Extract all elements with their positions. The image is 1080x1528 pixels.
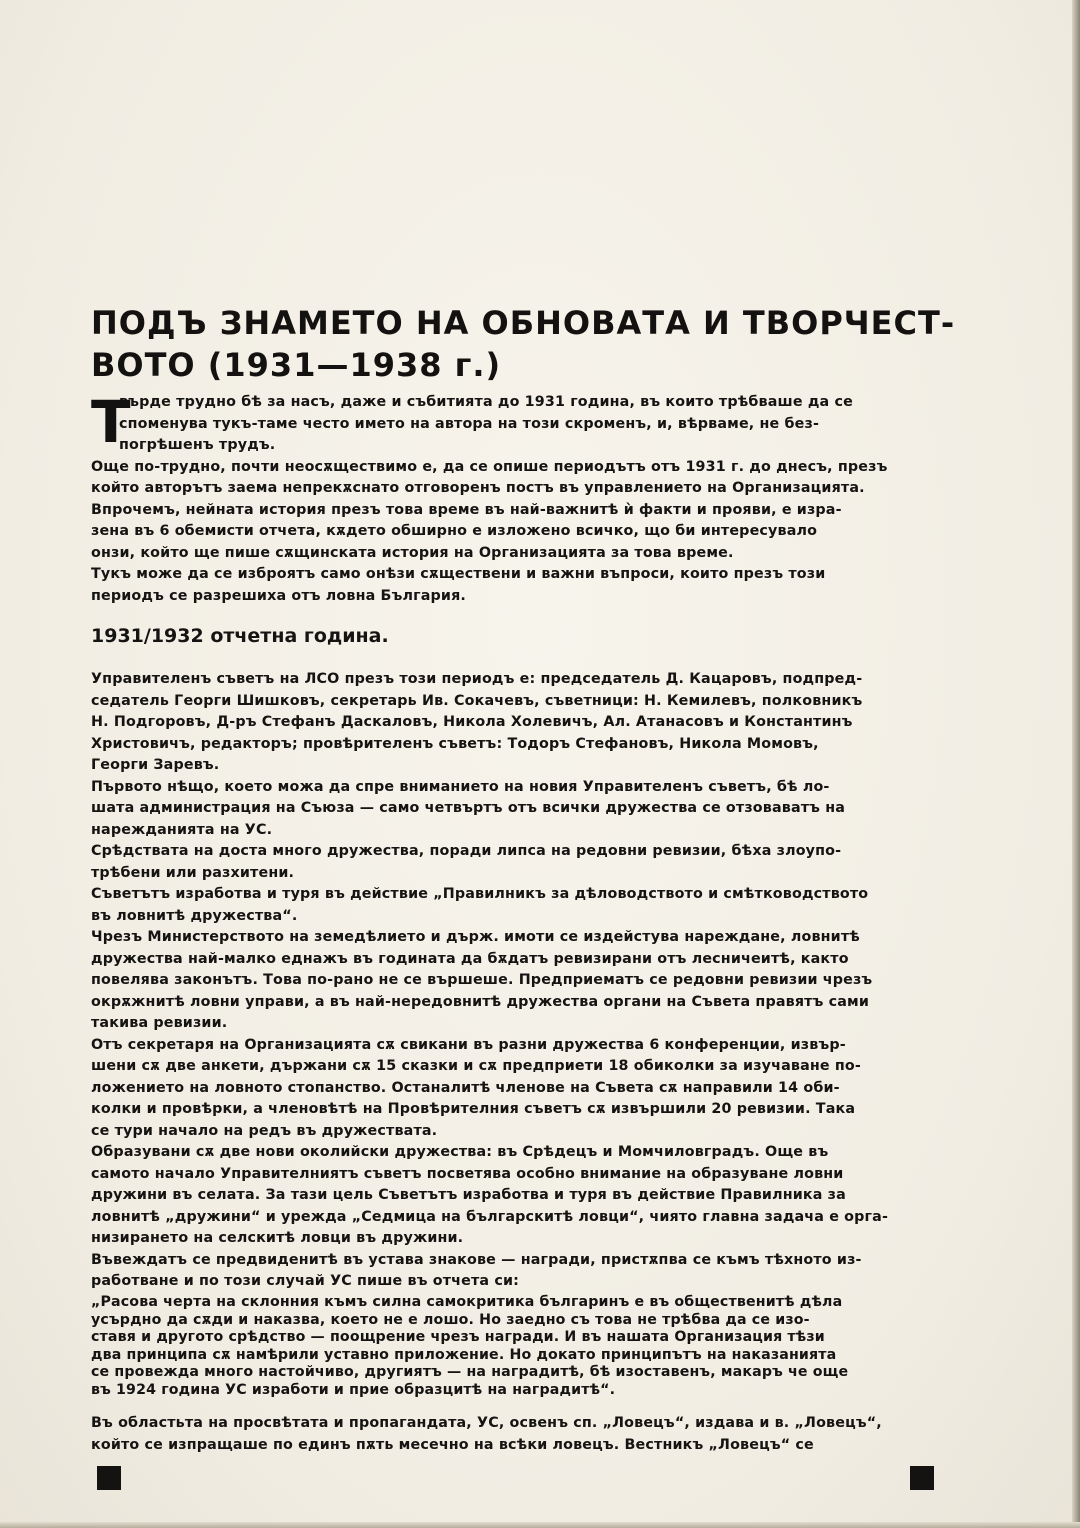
body-text [91,669,936,1293]
quote-block [91,1294,936,1399]
text-line: Образувани сѫ две нови околийски дружества: въ Срѣдецъ и Момчиловградъ. Още въ [91,1144,829,1160]
text-line: трѣбени или разхитени. [91,864,295,881]
text-line: Въвеждатъ се предвиденитѣ въ устава знакове — награди, пристѫпва се къмъ тѣхното из- [91,1251,862,1268]
text-line: споменува тукъ-таме често името на автора на този скроменъ, и, вѣрваме, не без- [119,415,820,432]
quote-line: ставя и другото срѣдство — поощрение чрезъ награди. И въ нашата Организация тѣзи [91,1329,825,1345]
text-line: Отъ секретаря на Организацията сѫ свикани въ разни дружества 6 конференции, извър- [91,1036,846,1053]
text-line: Впрочемъ, нейната история презъ това време въ най-важнитѣ ѝ факти и прояви, е изра- [91,501,842,518]
text-line: работване и по този случай УС пише въ отчета си: [91,1273,519,1289]
text-line: Въ областьта на просвѣтата и пропагандата, УС, освенъ сп. „Ловецъ“, издава и в. „Ловецъ“, [91,1415,882,1431]
text-line: дружини въ селата. За тази цель Съветътъ изработва и туря въ действие Правилника за [91,1187,846,1203]
text-line: нарежданията на УС. [91,821,273,838]
text-line: погрѣшенъ трудъ. [119,437,276,453]
closing-paragraph [91,1413,936,1456]
text-line: шата администрация на Съюза — само четвъртъ отъ всички дружества се отзоваватъ на [91,800,846,816]
text-line: колки и провѣрки, а членовѣтѣ на Провѣрителния съветъ сѫ извършили 20 ревизии. Така [91,1101,856,1117]
text-line: повелява законътъ. Това по-рано не се вършеше. Предприематъ се редовни ревизии чрезъ [91,972,873,988]
intro-paragraph [91,388,936,607]
text-line: низирането на селскитѣ ловци въ дружини. [91,1230,464,1246]
text-line: Н. Подгоровъ, Д-ръ Стефанъ Даскаловъ, Никола Холевичъ, Ал. Атанасовъ и Константинъ [91,714,853,730]
footer-square-left [97,1466,121,1490]
title-line-2: ВОТО (1931—1938 г.) [91,346,502,384]
text-line: Тукъ може да се изброятъ само онѣзи сѫществени и важни въпроси, които презъ този [91,566,826,582]
text-line: Още по-трудно, почти неосѫществимо е, да се опише периодътъ отъ 1931 г. до днесъ, презъ [91,458,888,475]
quote-line: въ 1924 година УС изработи и прие образцитѣ на наградитѣ“. [91,1381,616,1398]
text-line: който се изпращаше по единъ пѫть месечно на всѣки ловецъ. Вестникъ „Ловецъ“ се [91,1436,814,1453]
text-line: такива ревизии. [91,1015,228,1031]
text-line: ложението на ловното стопанство. Останалитѣ членове на Съвета сѫ направили 14 оби- [91,1079,840,1096]
text-line: въ ловнитѣ дружества“. [91,907,298,924]
text-line: Срѣдствата на доста много дружества, поради липса на редовни ревизии, бѣха злоупо- [91,843,842,859]
text-line: самото начало Управителниятъ съветъ посветява особно внимание на образуване ловни [91,1165,844,1182]
footer-square-right [910,1466,934,1490]
text-line: Чрезъ Министерството на земедѣлието и държ. имоти се издейстува нареждане, ловнитѣ [91,929,860,945]
page-bottom-edge [0,1522,1080,1528]
text-line: Управителенъ съветъ на ЛСО презъ този периодъ е: председатель Д. Кацаровъ, подпред- [91,671,863,687]
text-line: шени сѫ две анкети, държани сѫ 15 сказки и сѫ предприети 18 обиколки за изучаване по- [91,1058,861,1074]
text-line: Георги Заревъ. [91,757,220,773]
page-title [91,302,956,386]
text-line: Христовичъ, редакторъ; провѣрителенъ съветъ: Тодоръ Стефановъ, Никола Момовъ, [91,735,819,752]
drop-cap: Т [91,388,131,456]
quote-line: два принципа сѫ намѣрили уставно приложение. Но докато принципътъ на наказанията [91,1346,837,1363]
text-line: върде трудно бѣ за насъ, даже и събитията до 1931 година, въ които трѣбваше да се [119,394,853,410]
text-line: онзи, който ще пише сѫщинската история на Организацията за това време. [91,544,734,561]
text-line: Първото нѣщо, което можа да спре вниманието на новия Управителенъ съветъ, бѣ ло- [91,778,830,795]
text-line: периодъ се разрешиха отъ ловна България. [91,587,466,604]
text-line: Съветътъ изработва и туря въ действие „Правилникъ за дѣловодството и смѣтководството [91,886,869,902]
text-line: дружества най-малко еднажъ въ годината да бѫдатъ ревизирани отъ лесничеитѣ, както [91,950,849,967]
quote-line: се провежда много настойчиво, другиятъ — на наградитѣ, бѣ изоставенъ, макаръ че още [91,1364,849,1380]
section-heading: 1931/1932 отчетна година. [91,625,389,647]
quote-line: „Расова черта на склонния къмъ силна самокритика българинъ е въ общественитѣ дѣла [91,1294,843,1310]
text-line: който авторътъ заема непрекѫснато отговоренъ постъ въ управлението на Организацията. [91,480,865,496]
text-line: зена въ 6 обемисти отчета, кѫдето обширно е изложено всичко, що би интересувало [91,523,818,539]
text-line: се тури начало на редъ въ дружествата. [91,1122,438,1139]
page-edge-shadow [1072,0,1080,1528]
text-line: окрѫжнитѣ ловни управи, а въ най-нередовнитѣ дружества органи на Съвета правятъ сами [91,993,870,1010]
title-line-1: ПОДЪ ЗНАМЕТО НА ОБНОВАТА И ТВОРЧЕСТ- [91,304,956,342]
text-line: седатель Георги Шишковъ, секретарь Ив. Сокачевъ, съветници: Н. Кемилевъ, полковникъ [91,692,863,709]
quote-line: усърдно да сѫди и наказва, което не е лошо. Но заедно съ това не трѣбва да се изо- [91,1311,810,1328]
text-line: ловнитѣ „дружини“ и урежда „Седмица на българскитѣ ловци“, чиято главна задача е орга- [91,1208,889,1225]
